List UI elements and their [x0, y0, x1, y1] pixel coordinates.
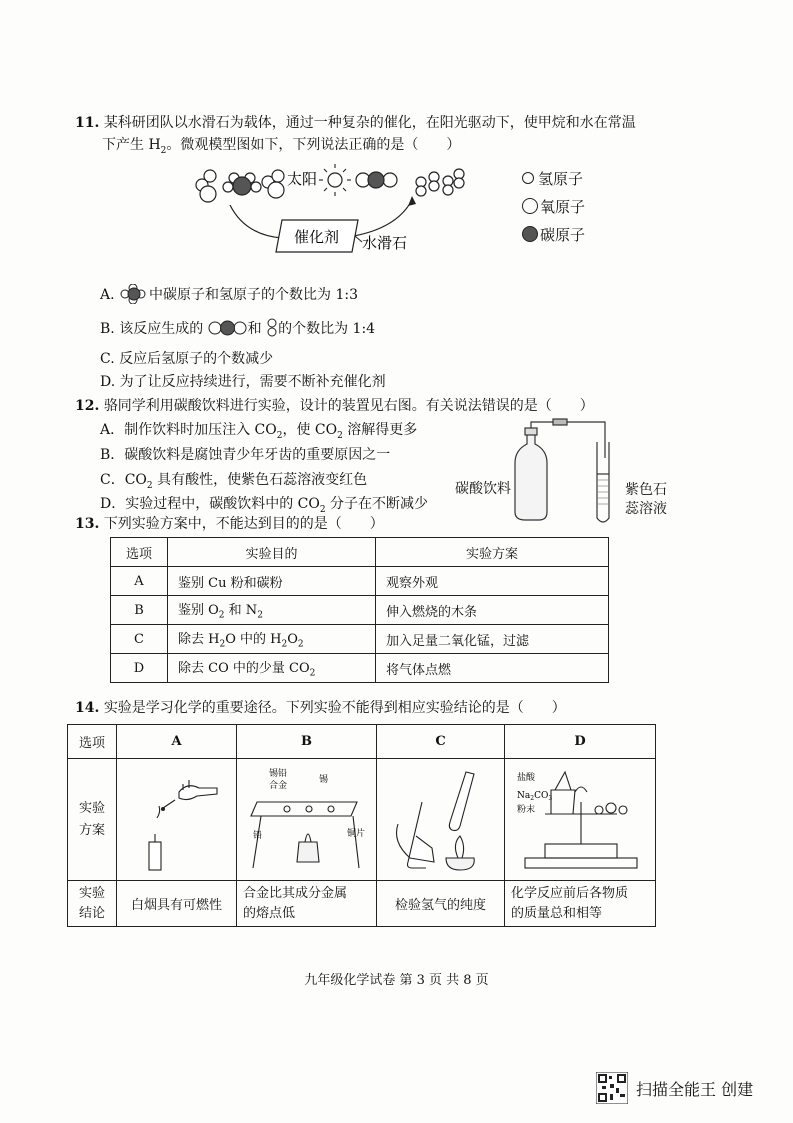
legend-carbon: 碳原子 — [522, 221, 585, 249]
label-soda-bottle: 碳酸饮料 — [455, 481, 511, 497]
table-header: 选项 A B C D — [68, 725, 656, 759]
table-row-conclusions: 实验 结论 白烟具有可燃性 合金比其成分金属 的熔点低 检验氢气的纯度 化学反应前后各物质 的质量总和相等 — [68, 881, 656, 927]
q11-line1 — [75, 113, 636, 133]
svg-text:盐酸: 盐酸 — [517, 772, 536, 783]
q14-stem: 实验是学习化学的重要途径。下列实验不能得到相应实验结论的是（ ） — [103, 700, 566, 716]
svg-text:铅: 铅 — [252, 830, 262, 841]
hydrogen-atom-icon — [522, 172, 534, 184]
conclusion-b: 合金比其成分金属 的熔点低 — [237, 881, 377, 927]
conclusion-d: 化学反应前后各物质 的质量总和相等 — [505, 881, 656, 927]
svg-text:合金: 合金 — [268, 780, 287, 791]
h2-molecule-icon — [266, 318, 278, 338]
q11-line2: 下产生 $H_2$。微观模型图如下，下列说法正确的是（ ） — [102, 137, 461, 156]
q12-stem: 骆同学利用碳酸饮料进行实验，设计的装置见右图。有关说法错误的是（ ） — [103, 398, 594, 414]
legend-oxygen: 氧原子 — [522, 193, 585, 221]
q11-molecule-diagram — [190, 160, 480, 260]
q14-stem-line: 14. 实验是学习化学的重要途径。下列实验不能得到相应实验结论的是（ ） — [75, 700, 566, 716]
label-litmus: 紫色石 蕊溶液 — [625, 482, 667, 517]
legend-hydrogen: 氢原子 — [522, 165, 585, 193]
mass-conservation-balance-illustration — [515, 762, 645, 874]
carbon-atom-icon — [522, 226, 538, 242]
q14-table — [67, 724, 656, 927]
svg-text:铜片: 铜片 — [346, 828, 365, 839]
table-header: 选项 实验目的 实验方案 — [111, 538, 609, 567]
q11-option-d: D. 为了让反应持续进行，需要不断补充催化剂 — [100, 374, 386, 390]
scanner-label: 扫描全能王 创建 — [636, 1079, 754, 1099]
q11-option-c: C. 反应后氢原子的个数减少 — [100, 351, 274, 367]
q11-number: 11. — [75, 115, 100, 131]
support-label: 水滑石 — [362, 234, 408, 252]
q11-stem-1: 某科研团队以水滑石为载体，通过一种复杂的催化，在阳光驱动下，使甲烷和水在常温 — [103, 115, 636, 131]
q12-option-d: D．实验过程中，碳酸饮料中的 $CO_2$ 分子在不断减少 — [100, 496, 429, 515]
q12-option-c: C．$CO_2$ 具有酸性，使紫色石蕊溶液变红色 — [100, 472, 368, 491]
sun-icon — [319, 164, 351, 196]
catalyst-label: 催化剂 — [294, 228, 340, 246]
svg-text:粉末: 粉末 — [517, 804, 536, 815]
table-row: C 除去 $H_2O$ 中的 $H_2O_2$ 加入足量二氧化锰，过滤 — [111, 625, 609, 654]
candle-smoke-illustration — [127, 762, 227, 874]
scanner-watermark — [596, 1072, 753, 1104]
q11-legend — [522, 165, 585, 249]
q12-stem-line: 12. 骆同学利用碳酸饮料进行实验，设计的装置见右图。有关说法错误的是（ ） — [75, 398, 594, 414]
hydrogen-purity-test-illustration — [386, 762, 496, 874]
q11-option-a: A. 中碳原子和氢原子的个数比为 1:3 — [100, 284, 358, 305]
sun-label: 太阳 — [287, 170, 318, 188]
conclusion-c: 检验氢气的纯度 — [377, 881, 505, 927]
q13-stem: 下列实验方案中，不能达到目的的是（ ） — [103, 516, 384, 532]
co2-molecule-icon — [208, 320, 248, 336]
svg-text:锡: 锡 — [318, 774, 328, 785]
table-row: D 除去 CO 中的少量 $CO_2$ 将气体点燃 — [111, 654, 609, 683]
conclusion-a: 白烟具有可燃性 — [117, 881, 237, 927]
q12-option-b: B．碳酸饮料是腐蚀青少年牙齿的重要原因之一 — [100, 447, 391, 463]
table-row: B 鉴别 $O_2$ 和 $N_2$ 伸入燃烧的木条 — [111, 596, 609, 625]
alloy-melting-illustration — [247, 762, 367, 874]
table-row-plans: 实验 方案 锡铅 合金 锡 铅 铜片 盐酸 $Na_2CO_3$ 粉末 — [68, 759, 656, 881]
qr-code-icon — [596, 1072, 628, 1104]
page-footer: 九年级化学试卷 第 3 页 共 8 页 — [304, 973, 489, 988]
table-row: A 鉴别 Cu 粉和碳粉 观察外观 — [111, 567, 609, 596]
q13-stem-line: 13. 下列实验方案中，不能达到目的的是（ ） — [75, 516, 384, 532]
q11-option-b: B. 该反应生成的 和 的个数比为 1:4 — [100, 318, 375, 339]
oxygen-atom-icon — [522, 198, 538, 214]
q12-option-a: A．制作饮料时加压注入 $CO_2$，使 $CO_2$ 溶解得更多 — [100, 422, 418, 441]
svg-text:Na2CO3: $Na_2CO_3$ — [517, 790, 553, 802]
q13-table — [110, 537, 609, 683]
methane-molecule-icon — [119, 284, 149, 304]
svg-text:锡铅: 锡铅 — [268, 768, 287, 779]
